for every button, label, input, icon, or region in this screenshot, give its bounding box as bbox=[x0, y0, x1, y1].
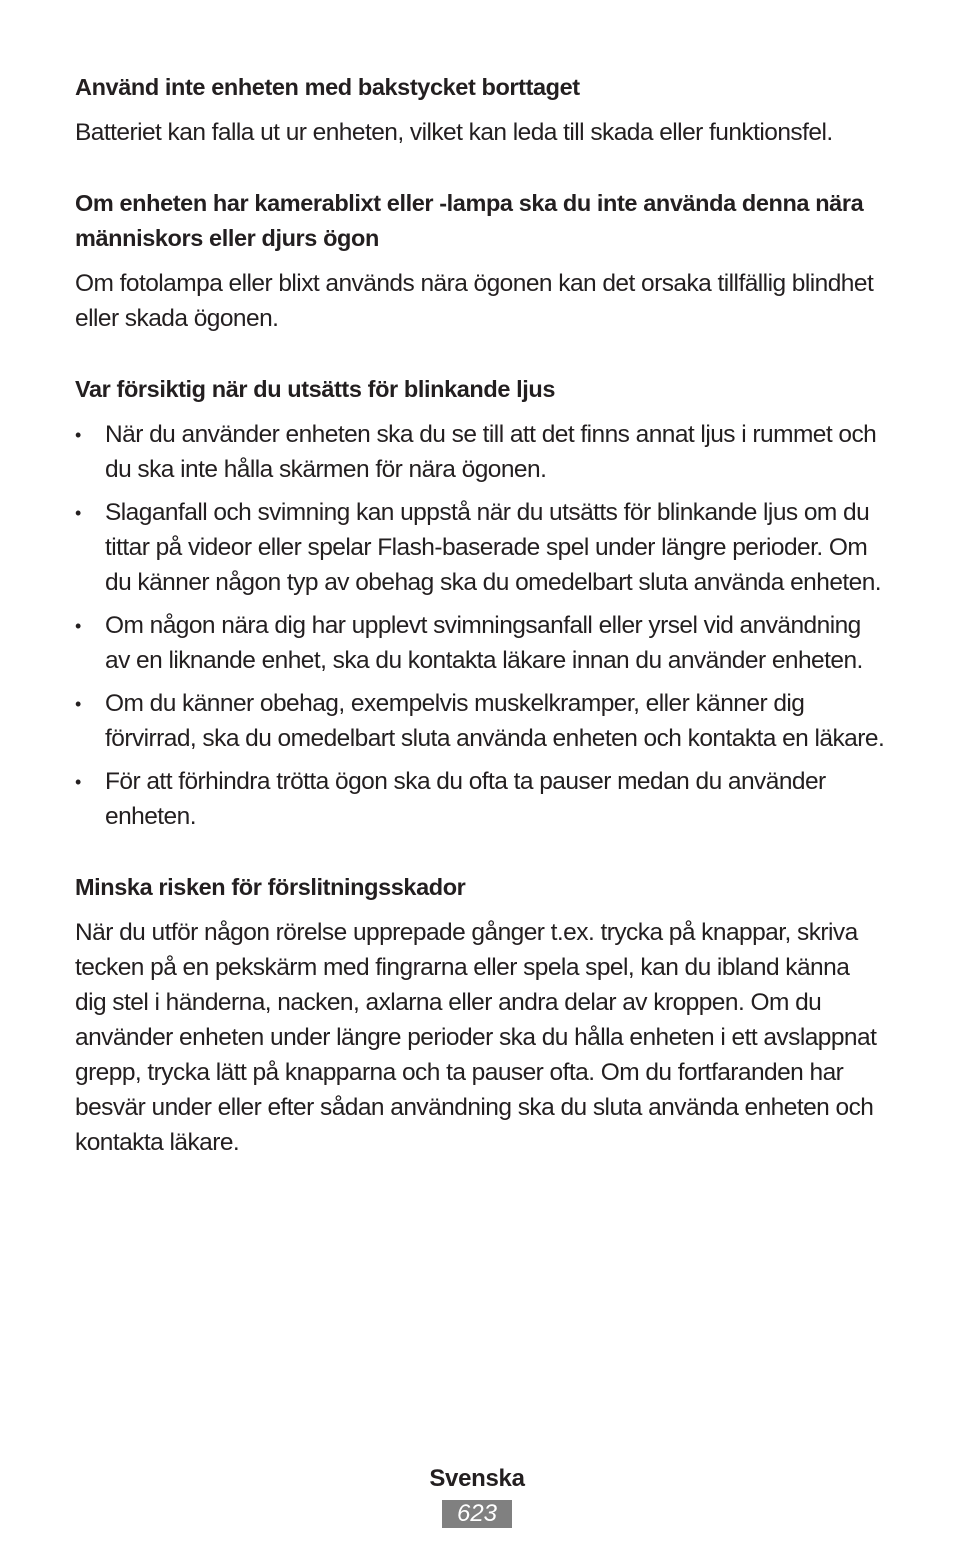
list-item bbox=[75, 608, 885, 678]
footer-language: Svenska bbox=[429, 1465, 525, 1492]
section-heading: Använd inte enheten med bakstycket borttaget bbox=[75, 74, 580, 100]
section-heading: Var försiktig när du utsätts för blinkande ljus bbox=[75, 376, 556, 402]
list-item bbox=[75, 686, 885, 756]
section-body: Batteriet kan falla ut ur enheten, vilket kan leda till skada eller funktionsfel. bbox=[75, 119, 833, 146]
section-repetitive-strain-warning bbox=[75, 870, 885, 1160]
bullet-icon: • bbox=[75, 503, 81, 523]
bullet-list bbox=[75, 417, 885, 834]
section-back-cover-warning bbox=[75, 70, 885, 150]
list-item-text: Om du känner obehag, exempelvis muskelkramper, eller känner dig förvirrad, ska du omedelbart sluta använda enheten och kontakta en läkare. bbox=[105, 690, 885, 752]
section-flashing-light-warning bbox=[75, 372, 885, 834]
document-page bbox=[75, 70, 885, 1196]
list-item bbox=[75, 495, 885, 600]
section-heading: Om enheten har kamerablixt eller -lampa ska du inte använda denna nära människors eller djurs ögon bbox=[75, 190, 864, 251]
list-item-text: För att förhindra trötta ögon ska du ofta ta pauser medan du använder enheten. bbox=[105, 768, 826, 830]
list-item bbox=[75, 417, 885, 487]
section-body: När du utför någon rörelse upprepade gånger t.ex. trycka på knappar, skriva tecken på en pekskärm med fingrarna eller spela spel, kan du ibland känna dig stel i händerna, nacken, axlarna eller andra delar av kroppen. Om du använder enheten under längre perioder ska du hålla enheten i ett avslappnat grepp, trycka lätt på knapparna och ta pauser ofta. Om du fortfaranden har besvär under eller efter sådan användning ska du sluta använda enheten och kontakta läkare. bbox=[75, 919, 877, 1156]
section-heading: Minska risken för förslitningsskador bbox=[75, 874, 466, 900]
page-footer bbox=[0, 1462, 954, 1528]
section-body: Om fotolampa eller blixt används nära ögonen kan det orsaka tillfällig blindhet eller skada ögonen. bbox=[75, 270, 874, 332]
bullet-icon: • bbox=[75, 772, 81, 792]
bullet-icon: • bbox=[75, 694, 81, 714]
list-item bbox=[75, 764, 885, 834]
bullet-icon: • bbox=[75, 425, 81, 445]
section-camera-flash-warning bbox=[75, 186, 885, 336]
page-number: 623 bbox=[442, 1500, 512, 1528]
list-item-text: Om någon nära dig har upplevt svimningsanfall eller yrsel vid användning av en liknande enhet, ska du kontakta läkare innan du använder enheten. bbox=[105, 612, 863, 674]
list-item-text: När du använder enheten ska du se till att det finns annat ljus i rummet och du ska inte hålla skärmen för nära ögonen. bbox=[105, 421, 877, 483]
bullet-icon: • bbox=[75, 616, 81, 636]
list-item-text: Slaganfall och svimning kan uppstå när du utsätts för blinkande ljus om du tittar på videor eller spelar Flash-baserade spel under längre perioder. Om du känner någon typ av obehag ska du omedelbart sluta använda enheten. bbox=[105, 499, 882, 596]
